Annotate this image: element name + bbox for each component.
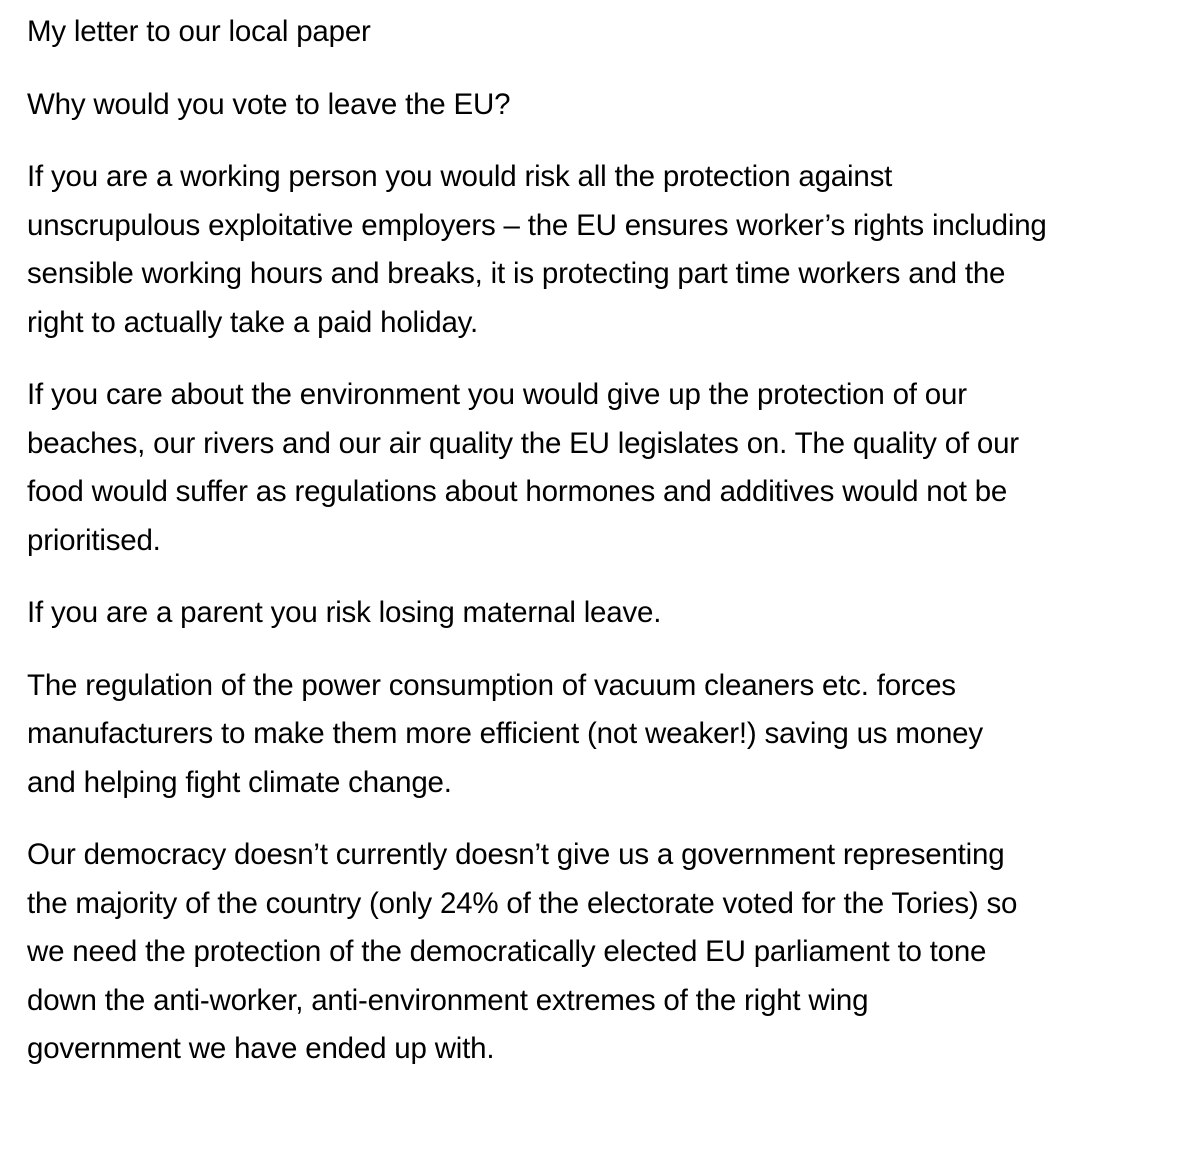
paragraph-workers-rights bbox=[27, 153, 1177, 347]
paragraph-line: down the anti-worker, anti-environment extremes of the right wing bbox=[27, 983, 869, 1017]
paragraph-environment bbox=[27, 371, 1177, 565]
paragraph-line: If you are a working person you would risk all the protection against bbox=[27, 160, 893, 193]
title-line: My letter to our local paper bbox=[27, 15, 371, 48]
paragraph-parents bbox=[27, 589, 1177, 638]
paragraph-line: and helping fight climate change. bbox=[27, 765, 452, 799]
paragraph-line: manufacturers to make them more efficient (not weaker!) saving us money bbox=[27, 717, 983, 750]
paragraph-line: The regulation of the power consumption of vacuum cleaners etc. forces bbox=[27, 668, 956, 702]
paragraph-line: right to actually take a paid holiday. bbox=[27, 305, 479, 339]
paragraph-line: sensible working hours and breaks, it is protecting part time workers and the bbox=[27, 257, 1006, 290]
paragraph-vacuum-regulation bbox=[27, 662, 1177, 808]
paragraph-line: we need the protection of the democratically elected EU parliament to tone bbox=[27, 935, 987, 968]
paragraph-line: the majority of the country (only 24% of the electorate voted for the Tories) so bbox=[27, 886, 1018, 920]
paragraph-line: beaches, our rivers and our air quality the EU legislates on. The quality of our bbox=[27, 426, 1019, 460]
paragraph-line: unscrupulous exploitative employers – the EU ensures worker’s rights including bbox=[27, 208, 1047, 242]
letter-body bbox=[27, 8, 1177, 1098]
letter-question bbox=[27, 81, 1177, 130]
question-line: Why would you vote to leave the EU? bbox=[27, 87, 511, 121]
letter-title bbox=[27, 8, 1177, 57]
paragraph-line: If you are a parent you risk losing maternal leave. bbox=[27, 596, 662, 629]
paragraph-line: Our democracy doesn’t currently doesn’t give us a government representing bbox=[27, 838, 1005, 871]
paragraph-line: prioritised. bbox=[27, 523, 161, 557]
paragraph-line: food would suffer as regulations about hormones and additives would not be bbox=[27, 475, 1008, 508]
paragraph-line: government we have ended up with. bbox=[27, 1032, 495, 1065]
paragraph-democracy bbox=[27, 831, 1177, 1074]
paragraph-line: If you care about the environment you would give up the protection of our bbox=[27, 378, 967, 411]
